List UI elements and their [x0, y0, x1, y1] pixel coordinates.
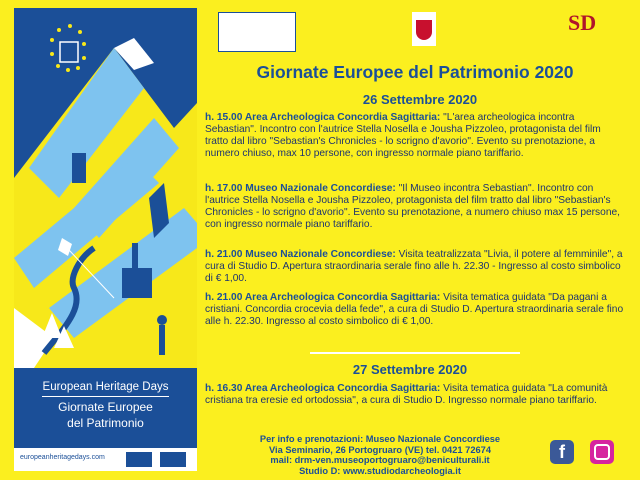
event-time-place: h. 17.00 Museo Nazionale Concordiese: [205, 183, 396, 194]
event-item [205, 292, 625, 328]
event-item [205, 383, 625, 407]
event-description: Visita tematica guidata "La comunità cristiana tra eresie ed ortodossia", a cura di Studio D. Ingresso normale piano tariffario. [205, 383, 608, 406]
day2-date: 27 Settembre 2020 [352, 362, 468, 377]
event-item [205, 183, 625, 231]
event-item [205, 249, 625, 285]
banner-italian-title-line2: del Patrimonio [67, 416, 144, 430]
event-time-place: h. 16.30 Area Archeologica Concordia Sagittaria: [205, 383, 441, 394]
eu-flag-logo [160, 452, 186, 467]
banner-divider [42, 396, 169, 397]
ministry-logo [218, 12, 296, 52]
day1-date: 26 Settembre 2020 [362, 92, 478, 107]
contact-address: Via Seminario, 26 Portogruaro (VE) tel. 0421 72674 [268, 444, 492, 455]
event-time-place: h. 21.00 Area Archeologica Concordia Sagittaria: [205, 292, 441, 303]
event-item [205, 112, 625, 160]
municipality-crest [412, 12, 436, 46]
instagram-icon[interactable] [590, 440, 614, 464]
event-description: Visita tematica guidata "Da pagani a cristiani. Concordia crocevia della fede", a cura di Studio D. Apertura straordinaria serale fino alle h. 22.30. Ingresso al costo simbolico di € 1,00. [205, 292, 624, 327]
banner-url[interactable]: europeanheritagedays.com [20, 454, 105, 461]
contact-info [215, 434, 545, 476]
event-description: Visita teatralizzata "Livia, il potere al femminile", a cura di Studio D. Apertura straordinaria serale fino alle h. 22.30 - Ingresso al costo simbolico di € 1,00. [205, 249, 623, 284]
contact-website[interactable]: Studio D: www.studiodarcheologia.it [299, 465, 461, 476]
heritage-days-banner [14, 8, 197, 471]
event-time-place: h. 21.00 Museo Nazionale Concordiese: [205, 249, 396, 260]
banner-footer [14, 448, 197, 471]
section-divider [310, 352, 520, 354]
council-of-europe-logo [126, 452, 152, 467]
facebook-icon[interactable]: f [550, 440, 574, 464]
event-description: "Il Museo incontra Sebastian". Incontro con l'autrice Stella Nosella e Jousha Pizzoleo, protagonista del film tratto dal libro "Sebastian's Chronicles - lo scrigno d'avorio". Evento su prenotazione, a numero chiuso max 15 persone, con ingresso normale piano tariffario. [205, 183, 620, 230]
contact-email[interactable]: mail: drm-ven.museoportogruaro@beniculturali.it [270, 455, 490, 465]
banner-italian-title-line1: Giornate Europee [58, 400, 153, 414]
event-description: "L'area archeologica incontra Sebastian". Incontro con l'autrice Stella Nosella e Jousha Pizzoleo, protagonista del film tratto dal libro "Sebastian's Chronicles - lo scrigno d'avorio". Evento su prenotazione, a numero chiuso, max 10 persone, con ingresso normale piano tariffario. [205, 112, 601, 159]
studio-d-logo: SD [568, 10, 597, 35]
page-title: Giornate Europee del Patrimonio 2020 [256, 62, 574, 82]
contact-line: Per info e prenotazioni: Museo Nazionale Concordiese [259, 434, 501, 444]
event-time-place: h. 15.00 Area Archeologica Concordia Sagittaria: [205, 112, 441, 123]
banner-english-title: European Heritage Days [42, 381, 169, 393]
